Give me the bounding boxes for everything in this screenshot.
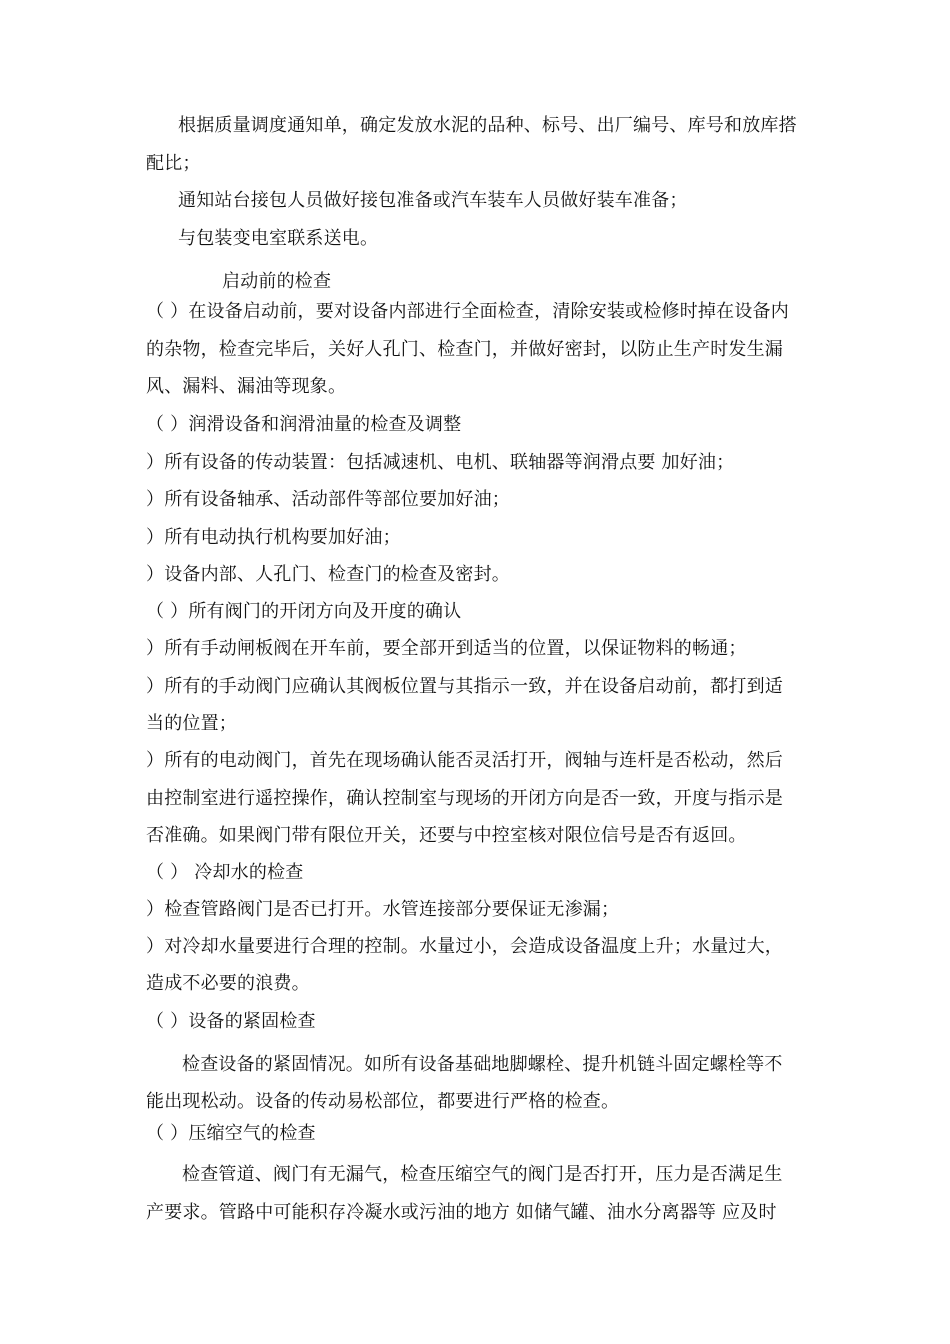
text-line: （ ）压缩空气的检查 [146, 1123, 316, 1144]
text-line: 通知站台接包人员做好接包准备或汽车装车人员做好装车准备； [178, 190, 688, 211]
text-line: 检查设备的紧固情况。如所有设备基础地脚螺栓、提升机链斗固定螺栓等不 [182, 1054, 783, 1075]
text-line: 由控制室进行遥控操作，确认控制室与现场的开闭方向是否一致，开度与指示是 [146, 788, 783, 809]
text-line: （ ）所有阀门的开闭方向及开度的确认 [146, 601, 462, 622]
text-line: ）检查管路阀门是否已打开。水管连接部分要保证无渗漏； [146, 899, 620, 920]
text-line: ）所有设备的传动装置：包括减速机、电机、联轴器等润滑点要 加好油； [146, 452, 735, 473]
text-line: ）所有的手动阀门应确认其阀板位置与其指示一致，并在设备启动前，都打到适 [146, 676, 783, 697]
text-line: （ ）设备的紧固检查 [146, 1011, 316, 1032]
text-line: ）所有电动执行机构要加好油； [146, 527, 401, 548]
text-line: 风、漏料、漏油等现象。 [146, 376, 347, 397]
text-line: ）所有的电动阀门，首先在现场确认能否灵活打开，阀轴与连杆是否松动，然后 [146, 750, 783, 771]
text-line: 检查管道、阀门有无漏气，检查压缩空气的阀门是否打开，压力是否满足生 [182, 1164, 783, 1185]
text-line: （ ）润滑设备和润滑油量的检查及调整 [146, 414, 462, 435]
text-line: 配比； [146, 153, 201, 174]
text-line: 与包装变电室联系送电。 [178, 228, 379, 249]
text-line: 否准确。如果阀门带有限位开关，还要与中控室核对限位信号是否有返回。 [146, 825, 747, 846]
text-line: ）所有手动闸板阀在开车前，要全部开到适当的位置，以保证物料的畅通； [146, 638, 747, 659]
text-line: 当的位置； [146, 713, 237, 734]
text-line: ）所有设备轴承、活动部件等部位要加好油； [146, 489, 510, 510]
text-line: 根据质量调度通知单，确定发放水泥的品种、标号、出厂编号、库号和放库搭 [178, 115, 797, 136]
section-heading: 启动前的检查 [222, 271, 332, 292]
text-line: 产要求。管路中可能积存冷凝水或污油的地方 如储气罐、油水分离器等 应及时 [146, 1202, 777, 1223]
text-line: ）对冷却水量要进行合理的控制。水量过小，会造成设备温度上升；水量过大， [146, 936, 783, 957]
text-line: 造成不必要的浪费。 [146, 973, 310, 994]
text-line: （ ）在设备启动前，要对设备内部进行全面检查，清除安装或检修时掉在设备内 [146, 301, 789, 322]
text-line: ）设备内部、人孔门、检查门的检查及密封。 [146, 564, 510, 585]
text-line: （ ） 冷却水的检查 [146, 862, 304, 883]
text-line: 的杂物，检查完毕后，关好人孔门、检查门，并做好密封，以防止生产时发生漏 [146, 339, 783, 360]
text-line: 能出现松动。设备的传动易松部位，都要进行严格的检查。 [146, 1091, 620, 1112]
